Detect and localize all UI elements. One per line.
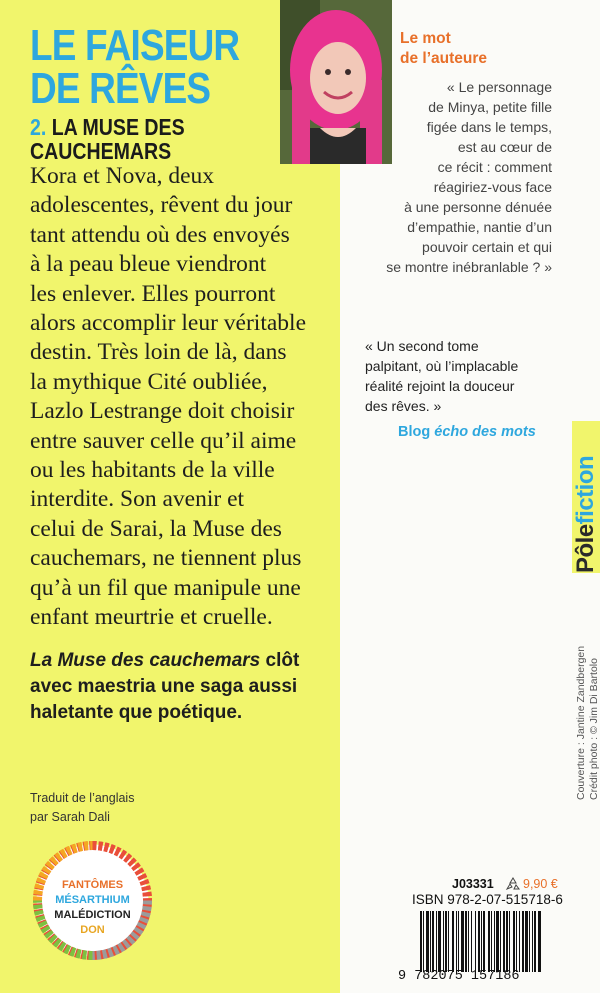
book-title [30,21,282,113]
barcode-bar [443,911,444,972]
theme-fantomes: FANTÔMES [61,879,124,891]
summary-line: interdite. Son avenir et [30,486,245,513]
tagline-line-3: haletante que poétique. [30,702,243,723]
barcode-bar [475,911,476,972]
barcode-bar [436,911,437,972]
logo-part-2: fiction [572,455,599,525]
summary-line: la mythique Cité oubliée, [30,368,268,395]
barcode-bar [483,911,485,972]
barcode-bar [516,911,517,972]
tagline-rest: clôt [260,650,300,671]
barcode-bar [519,911,520,972]
barcode-bar [506,911,508,972]
author-heading-line-2: de l’auteure [400,50,487,67]
isbn: ISBN 978-2-07-515718-6 [412,892,563,907]
credit-cover: Couverture : Jantine Zandbergen [575,645,587,800]
summary-line: à la peau bleue viendront [30,251,267,278]
barcode-bar [423,911,424,972]
summary-line: Lazlo Lestrange doit choisir [30,398,295,425]
barcode-bar [458,911,459,972]
tagline-line-2: avec maestria une saga aussi [30,676,298,697]
theme-malediction: MALÉDICTION [54,909,131,921]
theme-don: DON [80,924,105,936]
recycle-icon [505,877,521,891]
barcode-bar [496,911,499,972]
barcode-bar [481,911,482,972]
barcode-bar [494,911,495,972]
logo-part-1: Pôle [572,524,599,573]
barcode-bar [522,911,524,972]
summary-line: adolescentes, rêvent du jour [30,192,293,219]
book-subtitle [30,115,302,163]
theme-list [30,878,155,938]
barcode-bar [420,911,422,972]
summary-line: enfant meurtrie et cruelle. [30,604,273,631]
barcode [418,911,578,972]
summary-line: celui de Sarai, la Muse des [30,515,282,542]
volume-number: 2. [30,114,47,140]
barcode-bar [478,911,480,972]
barcode-bar [461,911,464,972]
summary-line: destin. Très loin de là, dans [30,339,287,366]
barcode-bar [509,911,510,972]
barcode-bar [534,911,536,972]
author-quote-line: d’empathie, nantie d’un [407,219,552,235]
barcode-bar [430,911,431,972]
barcode-bar [452,911,454,972]
credit-photo: Crédit photo : © Jim Di Bartolo [588,658,600,800]
barcode-bar [438,911,441,972]
title-line-2: DE RÊVES [30,64,211,113]
theme-mesarthium: MÉSARTHIUM [55,894,130,906]
summary-line: les enlever. Elles pourront [30,280,276,307]
review-line: réalité rejoint la douceur [365,378,515,394]
subtitle-line-2: CAUCHEMARS [30,138,172,164]
barcode-bar [432,911,434,972]
translated-line-1: Traduit de l’anglais [30,791,135,805]
review-source [398,424,536,440]
translator-credit [30,789,134,827]
summary-line: tant attendu où des envoyés [30,221,290,248]
tagline-italic: La Muse des cauchemars [30,650,261,671]
title-line-1: LE FAISEUR [30,21,240,70]
review-quote [365,336,518,416]
author-quote-line: se montre inébranlable ? » [386,259,552,275]
barcode-bar [456,911,457,972]
cover-credits [575,590,600,800]
barcode-bar [448,911,449,972]
publisher-logo [572,421,600,573]
summary-line: entre sauver celle qu’il aime [30,427,297,454]
barcode-bar [529,911,530,972]
barcode-bar [488,911,490,972]
author-quote-line: figée dans le temps, [426,119,552,135]
author-quote-line: est au cœur de [457,139,552,155]
review-line: des rêves. » [365,398,442,414]
barcode-bar [503,911,505,972]
tagline [30,648,299,726]
review-source-name: écho des mots [434,424,536,440]
barcode-bar [426,911,429,972]
barcode-bar [500,911,501,972]
review-line: palpitant, où l’implacable [365,358,519,374]
author-heading-line-1: Le mot [400,30,451,47]
translated-line-2: par Sarah Dali [30,810,110,824]
author-quote-line: « Le personnage [446,79,552,95]
summary-line: cauchemars, ne tiennent plus [30,545,302,572]
review-source-prefix: Blog [398,424,435,440]
barcode-bar [465,911,467,972]
review-line: « Un second tome [365,338,479,354]
barcode-bar [445,911,447,972]
barcode-bar [491,911,492,972]
subtitle-line-1: LA MUSE DES [46,114,185,140]
barcode-digits: 9 782075 157186 [398,969,520,984]
author-note-heading [400,29,487,69]
summary-line: Kora et Nova, deux [30,163,215,189]
barcode-bar [538,911,541,972]
barcode-bar [532,911,533,972]
author-quote-line: réagiriez-vous face [433,179,552,195]
author-quote [356,77,552,277]
author-quote-line: ce récit : comment [437,159,552,175]
summary-line: ou les habitants de la ville [30,457,275,484]
summary-line: qu’à un fil que manipule une [30,574,301,601]
author-quote-line: pouvoir certain et qui [422,239,552,255]
barcode-bar [525,911,528,972]
barcode-bar [513,911,515,972]
author-quote-line: à une personne dénuée [404,199,552,215]
barcode-bar [471,911,472,972]
book-summary [30,162,335,633]
author-quote-line: de Minya, petite fille [428,99,552,115]
summary-line: alors accomplir leur véritable [30,310,306,337]
barcode-bar [468,911,469,972]
product-code: J03331 [452,877,494,891]
price: 9,90 € [523,877,558,891]
